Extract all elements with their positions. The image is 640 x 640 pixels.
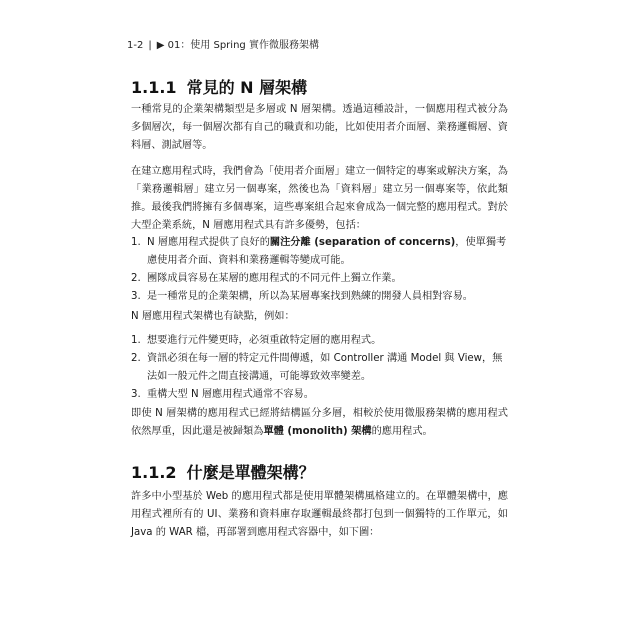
header-separator: |	[148, 40, 152, 51]
list-item: 1. 想要進行元件變更時，必須重啟特定層的應用程式。	[131, 335, 382, 346]
page-number: 1-2	[127, 40, 144, 51]
section-heading-1-1-1	[131, 75, 307, 98]
section-number: 1.1.2	[131, 463, 177, 482]
section-title: 常見的 N 層架構	[186, 78, 308, 97]
list-item: 3. 是一種常見的企業架構，所以為某層專案找到熟練的開發人員相對容易。	[131, 291, 473, 302]
running-header	[127, 36, 319, 51]
paragraph: 一種常見的企業架構類型是多層或 N 層架構。透過這種設計，一個應用程式被分為多個層次，每一個層次都有自己的職責和功能，比如使用者介面層、業務邏輯層、資料層、測試層等。	[131, 104, 508, 151]
list-item: 2. 團隊成員容易在某層的應用程式的不同元件上獨立作業。	[131, 273, 402, 284]
disadvantages-list	[131, 332, 508, 404]
list-item: 3. 重構大型 N 層應用程式通常不容易。	[131, 389, 314, 400]
paragraph: 在建立應用程式時，我們會為「使用者介面層」建立一個特定的專案或解決方案，為「業務邏輯層」建立另一個專案，然後也為「資料層」建立另一個專案等，依此類推。最後我們將擁有多個專案，這些專案組合起來會成為一個完整的應用程式。對於大型企業系統，N 層應用程式具有許多優勢，包括：	[131, 166, 508, 231]
paragraph: 許多中小型基於 Web 的應用程式都是使用單體架構風格建立的。在單體架構中，應用程式裡所有的 UI、業務和資料庫存取邏輯最終都打包到一個獨特的工作單元，如 Java 的 WAR 檔，再部署到應用程式容器中，如下圖：	[131, 491, 508, 538]
section-heading-1-1-2	[131, 460, 315, 483]
bold-term: 單體 (monolith) 架構	[263, 426, 372, 437]
section-title: 什麼是單體架構？	[186, 463, 315, 482]
list-item: 1. N 層應用程式提供了良好的關注分離 (separation of concerns)，使單獨考慮使用者介面、資料和業務邏輯等變成可能。	[131, 237, 507, 266]
paragraph: N 層應用程式架構也有缺點，例如：	[131, 311, 295, 322]
advantages-list	[131, 234, 508, 306]
list-item: 2. 資訊必須在每一層的特定元件間傳遞，如 Controller 溝通 Model 與 View，無法如一般元件之間直接溝通，可能導致效率變差。	[131, 353, 503, 382]
chapter-title: ▶ 01：使用 Spring 實作微服務架構	[156, 40, 319, 51]
paragraph: 即使 N 層架構的應用程式已經將結構區分多層，相較於使用微服務架構的應用程式依然厚重，因此還是被歸類為單體 (monolith) 架構的應用程式。	[131, 408, 508, 437]
section-number: 1.1.1	[131, 78, 177, 97]
bold-term: 關注分離 (separation of concerns)	[269, 237, 456, 248]
